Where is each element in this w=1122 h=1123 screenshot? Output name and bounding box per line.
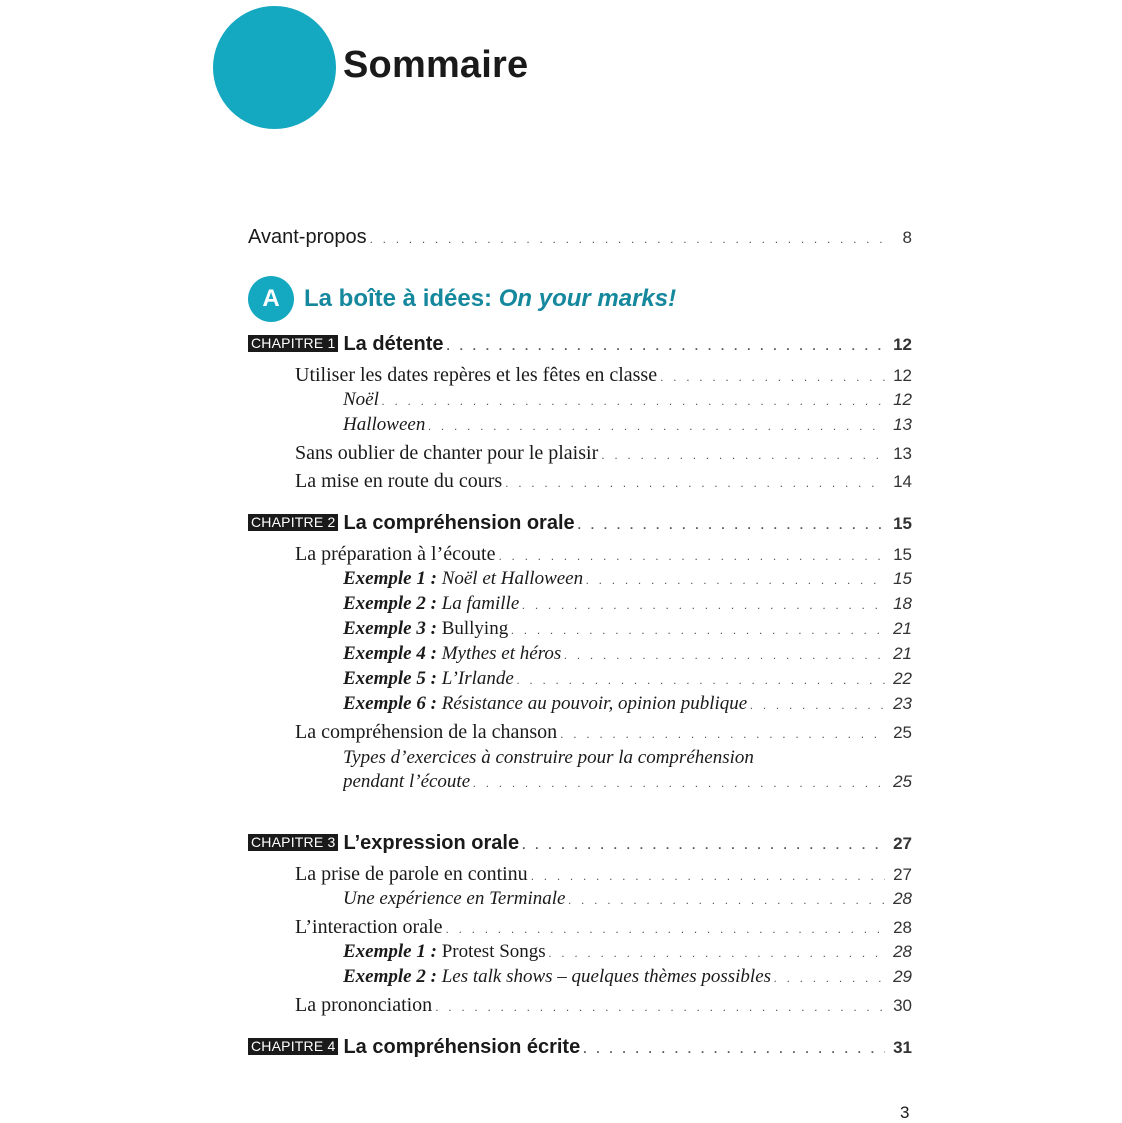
toc-page: 15 bbox=[893, 569, 912, 588]
example-prefix: Exemple 6 : bbox=[343, 693, 442, 714]
toc-page: 27 bbox=[893, 834, 912, 853]
toc-label: La prise de parole en continu bbox=[295, 863, 528, 885]
section-heading-a bbox=[248, 275, 676, 323]
toc-subentry[interactable] bbox=[343, 768, 912, 796]
toc-label: La prononciation bbox=[295, 994, 433, 1016]
toc-page: 12 bbox=[893, 390, 912, 409]
toc-chapter-2[interactable] bbox=[248, 509, 912, 537]
example-title: Noël et Halloween bbox=[441, 568, 584, 589]
toc-page: 8 bbox=[902, 228, 912, 247]
toc-label bbox=[343, 615, 508, 643]
toc-page: 21 bbox=[893, 619, 912, 638]
toc-page: 27 bbox=[893, 865, 912, 884]
toc-subentry[interactable] bbox=[343, 386, 912, 414]
toc-label bbox=[343, 938, 546, 966]
dot-leader bbox=[517, 666, 885, 693]
toc-label bbox=[343, 565, 583, 593]
toc-page: 25 bbox=[893, 723, 912, 742]
toc-chapter-3[interactable] bbox=[248, 829, 912, 857]
dot-leader bbox=[750, 691, 885, 718]
chapter-badge: CHAPITRE 4 bbox=[248, 1038, 338, 1055]
decorative-circle bbox=[213, 6, 336, 129]
example-title: Mythes et héros bbox=[441, 643, 562, 664]
toc-entry[interactable] bbox=[295, 540, 912, 568]
dot-leader bbox=[505, 469, 885, 495]
dot-leader bbox=[601, 441, 885, 467]
toc-subentry[interactable] bbox=[343, 665, 912, 693]
toc-label: Noël bbox=[343, 389, 379, 410]
dot-leader bbox=[568, 886, 885, 913]
toc-subentry[interactable] bbox=[343, 590, 912, 618]
section-badge: A bbox=[248, 276, 294, 322]
dot-leader bbox=[473, 769, 885, 796]
example-prefix: Exemple 1 : bbox=[343, 941, 442, 962]
toc-subentry[interactable] bbox=[343, 963, 912, 991]
toc-subentry[interactable] bbox=[343, 885, 912, 913]
toc-page: 15 bbox=[893, 514, 912, 533]
toc-page: 14 bbox=[893, 472, 912, 491]
dot-leader bbox=[564, 641, 885, 668]
dot-leader bbox=[447, 332, 886, 358]
toc-label: Avant-propos bbox=[248, 226, 367, 248]
dot-leader bbox=[578, 511, 885, 537]
toc-page: 30 bbox=[893, 996, 912, 1015]
toc-subentry[interactable] bbox=[343, 565, 912, 593]
page-title: Sommaire bbox=[343, 44, 529, 86]
toc-label: La préparation à l’écoute bbox=[295, 543, 496, 565]
toc-entry[interactable] bbox=[295, 439, 912, 467]
dot-leader bbox=[428, 412, 885, 439]
toc-label: La mise en route du cours bbox=[295, 470, 503, 492]
page-number: 3 bbox=[900, 1103, 910, 1122]
toc-entry[interactable] bbox=[295, 913, 912, 941]
toc-label: Halloween bbox=[343, 414, 426, 435]
section-title bbox=[304, 285, 676, 313]
toc-label bbox=[343, 963, 771, 991]
example-prefix: Exemple 5 : bbox=[343, 668, 442, 689]
toc-entry[interactable] bbox=[295, 361, 912, 389]
toc-label: Une expérience en Terminale bbox=[343, 888, 566, 909]
chapter-title: La compréhension orale bbox=[343, 512, 575, 534]
toc-entry[interactable] bbox=[295, 991, 912, 1019]
dot-leader bbox=[370, 225, 885, 251]
chapter-badge: CHAPITRE 1 bbox=[248, 335, 338, 352]
toc-label bbox=[343, 590, 519, 618]
dot-leader bbox=[435, 993, 885, 1019]
toc-page: 23 bbox=[893, 694, 912, 713]
section-title-plain: La boîte à idées: bbox=[304, 285, 499, 312]
toc-label: pendant l’écoute bbox=[343, 771, 471, 792]
toc-entry[interactable] bbox=[295, 860, 912, 888]
toc-page: 13 bbox=[893, 415, 912, 434]
toc-entry[interactable] bbox=[295, 467, 912, 495]
toc-page: 25 bbox=[893, 772, 912, 791]
toc-page: 13 bbox=[893, 444, 912, 463]
toc-chapter-4[interactable] bbox=[248, 1033, 912, 1061]
example-prefix: Exemple 2 : bbox=[343, 966, 442, 987]
dot-leader bbox=[583, 1035, 885, 1061]
dot-leader bbox=[522, 591, 885, 618]
chapter-badge: CHAPITRE 3 bbox=[248, 834, 338, 851]
toc-label: Utiliser les dates repères et les fêtes en classe bbox=[295, 364, 658, 386]
dot-leader bbox=[560, 720, 885, 746]
dot-leader bbox=[511, 616, 885, 643]
example-title: L’Irlande bbox=[441, 668, 514, 689]
toc-page: 18 bbox=[893, 594, 912, 613]
dot-leader bbox=[522, 831, 885, 857]
toc-page: 29 bbox=[893, 967, 912, 986]
example-title: La famille bbox=[441, 593, 520, 614]
example-title: Les talk shows bbox=[441, 966, 553, 987]
toc-page: 12 bbox=[893, 335, 912, 354]
example-title-rest: – quelques thèmes possibles bbox=[552, 966, 772, 987]
dot-leader bbox=[549, 939, 885, 966]
chapter-heading bbox=[248, 829, 519, 857]
toc-entry-avant-propos[interactable] bbox=[248, 223, 912, 251]
toc-page: 28 bbox=[893, 889, 912, 908]
dot-leader bbox=[382, 387, 885, 414]
chapter-heading bbox=[248, 1033, 580, 1061]
dot-leader bbox=[774, 964, 885, 991]
chapter-title: L’expression orale bbox=[343, 832, 520, 854]
toc-chapter-1[interactable] bbox=[248, 330, 912, 358]
toc-subentry[interactable] bbox=[343, 640, 912, 668]
toc-page: 22 bbox=[893, 669, 912, 688]
toc-subentry-line1[interactable]: Types d’exercices à construire pour la compréhension bbox=[343, 747, 754, 768]
toc-page: 21 bbox=[893, 644, 912, 663]
chapter-badge: CHAPITRE 2 bbox=[248, 514, 338, 531]
toc-page: 12 bbox=[893, 366, 912, 385]
toc-subentry[interactable] bbox=[343, 615, 912, 643]
chapter-title: La détente bbox=[343, 333, 444, 355]
toc-page: 15 bbox=[893, 545, 912, 564]
toc-label: Sans oublier de chanter pour le plaisir bbox=[295, 442, 599, 464]
example-title: Bullying bbox=[441, 618, 509, 639]
toc-subentry[interactable] bbox=[343, 690, 912, 718]
toc-entry[interactable] bbox=[295, 718, 912, 746]
example-prefix: Exemple 2 : bbox=[343, 593, 442, 614]
dot-leader bbox=[586, 566, 885, 593]
example-title: Résistance au pouvoir, opinion publique bbox=[441, 693, 748, 714]
chapter-heading bbox=[248, 330, 444, 358]
example-prefix: Exemple 1 : bbox=[343, 568, 442, 589]
toc-label bbox=[343, 665, 514, 693]
toc-subentry[interactable] bbox=[343, 938, 912, 966]
example-title: Protest Songs bbox=[441, 941, 546, 962]
example-prefix: Exemple 3 : bbox=[343, 618, 442, 639]
toc-subentry[interactable] bbox=[343, 411, 912, 439]
toc-page: 28 bbox=[893, 942, 912, 961]
chapter-heading bbox=[248, 509, 575, 537]
toc-page: 28 bbox=[893, 918, 912, 937]
toc-label: L’interaction orale bbox=[295, 916, 443, 938]
example-prefix: Exemple 4 : bbox=[343, 643, 442, 664]
section-title-italic: On your marks! bbox=[498, 285, 677, 312]
toc-label bbox=[343, 640, 561, 668]
toc-label bbox=[343, 690, 747, 718]
toc-page: 31 bbox=[893, 1038, 912, 1057]
toc-label: La compréhension de la chanson bbox=[295, 721, 558, 743]
chapter-title: La compréhension écrite bbox=[343, 1036, 581, 1058]
